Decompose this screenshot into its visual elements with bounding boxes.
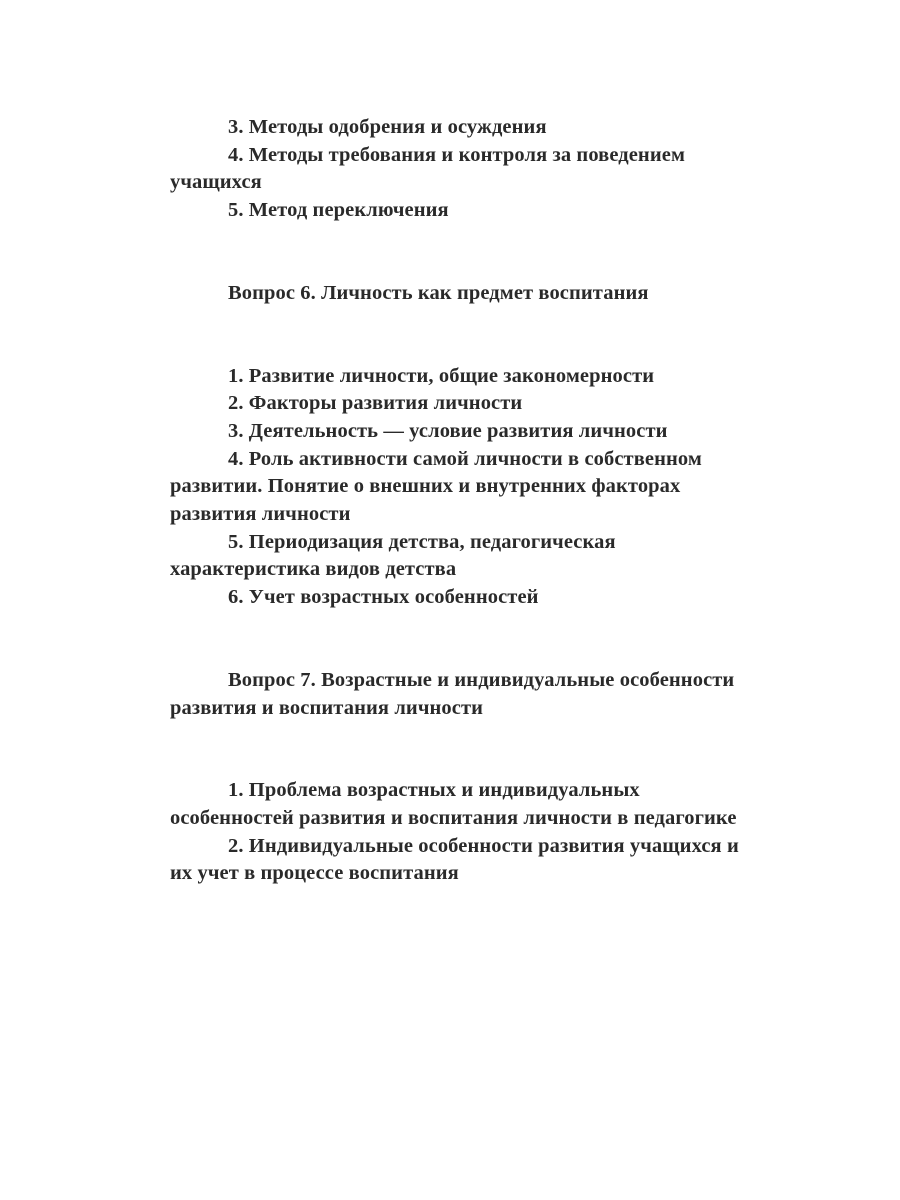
list-item: 6. Учет возрастных особенностей: [228, 586, 539, 609]
list-item: 3. Методы одобрения и осуждения: [228, 116, 547, 138]
list-item: 5. Периодизация детства, педагогическая характеристика видов детства: [170, 530, 616, 581]
list-item: 4. Методы требования и контроля за поведением учащихся: [170, 143, 686, 194]
document-text: [170, 114, 750, 888]
question-6-heading: Вопрос 6. Личность как предмет воспитания: [228, 281, 649, 304]
list-item: 4. Роль активности самой личности в собственном развитии. Понятие о внешних и внутренних факторах развития личности: [170, 447, 702, 526]
list-item: 2. Индивидуальные особенности развития учащихся и их учет в процессе воспитания: [170, 834, 739, 885]
list-item: 2. Факторы развития личности: [228, 392, 523, 415]
list-item: 1. Развитие личности, общие закономерности: [228, 364, 655, 387]
list-item: 1. Проблема возрастных и индивидуальных особенностей развития и воспитания личности в педагогике: [170, 779, 737, 829]
list-item: 3. Деятельность — условие развития личности: [228, 419, 668, 442]
question-7-heading: Вопрос 7. Возрастные и индивидуальные особенности развития и воспитания личности: [170, 668, 735, 719]
list-item: 5. Метод переключения: [228, 199, 449, 222]
